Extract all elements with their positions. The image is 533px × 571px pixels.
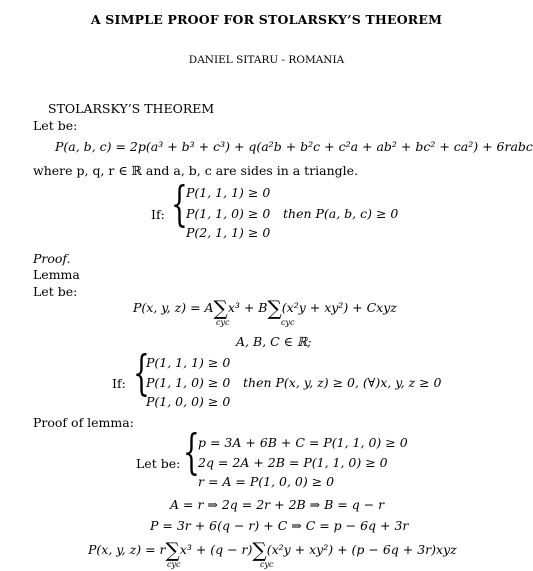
theorem-if-label: If: xyxy=(151,207,165,222)
cyc-subscript: cyc xyxy=(281,318,295,327)
final-P-expression: P(x, y, z) = r∑x³ + (q − r)∑(x²y + xy²) + (p − 6q + 3r)xyz xyxy=(88,538,457,562)
sum-symbol: ∑ xyxy=(252,538,267,562)
lemma-label: Lemma xyxy=(33,267,80,282)
lemma-left-brace: { xyxy=(133,345,150,401)
lemma-proof-left-brace: { xyxy=(183,424,200,480)
sum-symbol: ∑ xyxy=(165,538,180,562)
author-line: DANIEL SITARU - ROMANIA xyxy=(188,54,345,66)
theorem-P-definition: P(a, b, c) = 2p(a³ + b³ + c³) + q(a²b + b²c + c²a + ab² + bc² + ca²) + 6rabc xyxy=(55,139,533,154)
cyc-subscript: cyc xyxy=(260,560,274,569)
theorem-conclusion: then P(a, b, c) ≥ 0 xyxy=(283,206,399,221)
paper-title: A SIMPLE PROOF FOR STOLARSKY’S THEOREM xyxy=(90,12,443,27)
lemma-P-definition: P(x, y, z) = A∑x³ + B∑(x²y + xy²) + Cxyz xyxy=(133,296,397,320)
theorem-left-brace: { xyxy=(171,176,188,232)
lemma-conclusion: then P(x, y, z) ≥ 0, (∀)x, y, z ≥ 0 xyxy=(243,375,442,390)
system-equation-1: p = 3A + 6B + C = P(1, 1, 0) ≥ 0 xyxy=(198,435,408,450)
lemma-domain: A, B, C ∈ ℝ; xyxy=(236,334,312,349)
lemma-condition-2: P(1, 1, 0) ≥ 0 xyxy=(146,375,231,390)
theorem-heading: STOLARSKY’S THEOREM xyxy=(48,101,215,116)
derivation-line-1: A = r ⇒ 2q = 2r + 2B ⇒ B = q − r xyxy=(170,497,385,512)
cyc-subscript: cyc xyxy=(167,560,181,569)
derivation-line-2: P = 3r + 6(q − r) + C ⇒ C = p − 6q + 3r xyxy=(150,518,409,533)
system-equation-3: r = A = P(1, 0, 0) ≥ 0 xyxy=(198,474,335,489)
sum-symbol: ∑ xyxy=(267,296,282,320)
lemma-condition-3: P(1, 0, 0) ≥ 0 xyxy=(146,394,231,409)
theorem-condition-1: P(1, 1, 1) ≥ 0 xyxy=(186,185,271,200)
theorem-condition-3: P(2, 1, 1) ≥ 0 xyxy=(186,225,271,240)
lemma-let-be: Let be: xyxy=(33,284,78,299)
theorem-where-clause: where p, q, r ∈ ℝ and a, b, c are sides in a triangle. xyxy=(33,163,359,178)
sum-symbol: ∑ xyxy=(213,296,228,320)
proof-label: Proof. xyxy=(33,251,71,266)
lemma-if-label: If: xyxy=(112,376,126,391)
theorem-let-be: Let be: xyxy=(33,118,78,133)
lemma-proof-let-be: Let be: xyxy=(136,456,181,471)
theorem-condition-2: P(1, 1, 0) ≥ 0 xyxy=(186,206,271,221)
proof-of-lemma-heading: Proof of lemma: xyxy=(33,415,134,430)
cyc-subscript: cyc xyxy=(216,318,230,327)
lemma-condition-1: P(1, 1, 1) ≥ 0 xyxy=(146,355,231,370)
system-equation-2: 2q = 2A + 2B = P(1, 1, 0) ≥ 0 xyxy=(198,455,388,470)
